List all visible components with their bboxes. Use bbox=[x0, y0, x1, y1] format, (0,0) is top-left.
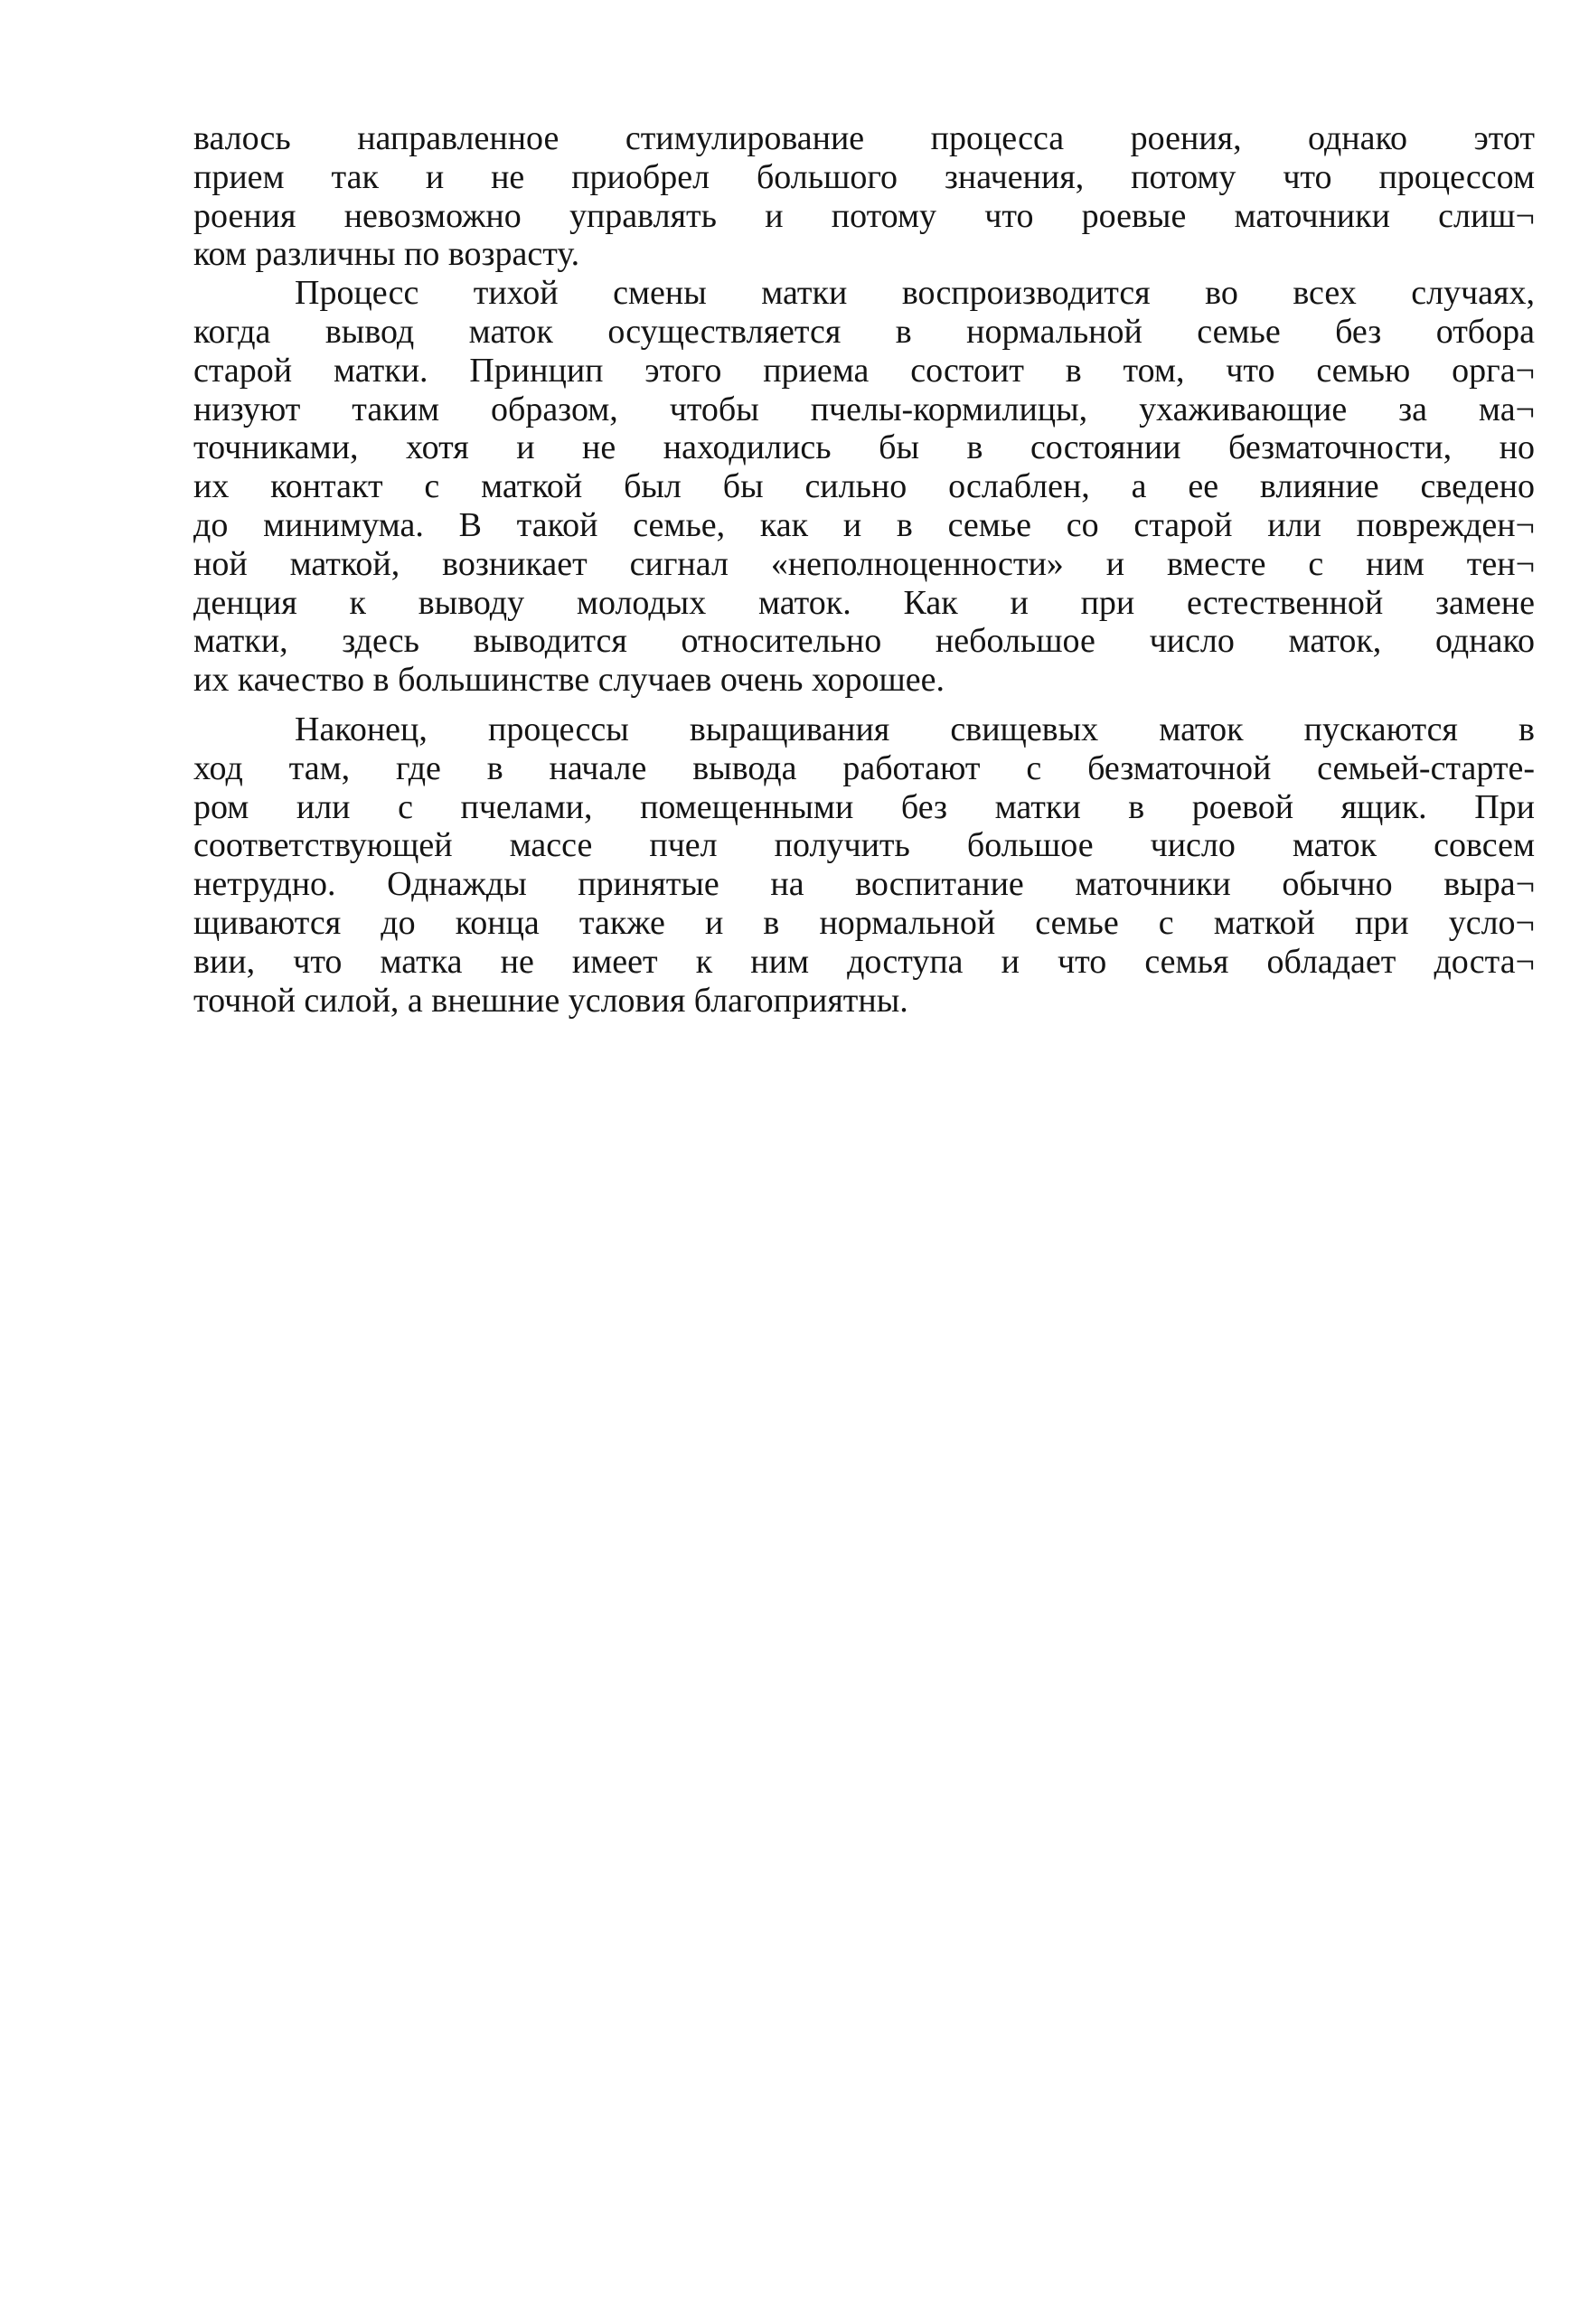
text-line: ход там, где в начале вывода работают с безматочной семьей-старте- bbox=[193, 748, 1535, 787]
text-line: низуют таким образом, чтобы пчелы-кормилицы, ухаживающие за ма¬ bbox=[193, 390, 1535, 428]
text-line: Наконец, процессы выращивания свищевых маток пускаются в bbox=[295, 710, 1535, 748]
text-line: ром или с пчелами, помещенными без матки в роевой ящик. При bbox=[193, 787, 1535, 826]
text-line: до минимума. В такой семье, как и в семье со старой или поврежден¬ bbox=[193, 505, 1535, 544]
text-line: когда вывод маток осуществляется в нормальной семье без отбора bbox=[193, 312, 1535, 351]
paragraph-1 bbox=[193, 119, 1535, 274]
text-line: точниками, хотя и не находились бы в состоянии безматочности, но bbox=[193, 428, 1535, 467]
text-line: вии, что матка не имеет к ним доступа и что семья обладает доста¬ bbox=[193, 942, 1535, 981]
text-line: прием так и не приобрел большого значения, потому что процессом bbox=[193, 157, 1535, 196]
text-line: роения невозможно управлять и потому что роевые маточники слиш¬ bbox=[193, 196, 1535, 235]
text-line: ком различны по возрасту. bbox=[193, 235, 580, 274]
text-line: матки, здесь выводится относительно небольшое число маток, однако bbox=[193, 622, 1535, 661]
paragraph-2 bbox=[193, 274, 1535, 700]
text-line: их качество в большинстве случаев очень хорошее. bbox=[193, 661, 945, 700]
text-line: точной силой, а внешние условия благоприятны. bbox=[193, 981, 908, 1020]
body-text bbox=[193, 119, 1535, 1020]
paragraph-3 bbox=[193, 710, 1535, 1020]
text-line: старой матки. Принцип этого приема состоит в том, что семью орга¬ bbox=[193, 351, 1535, 390]
text-line: Процесс тихой смены матки воспроизводится во всех случаях, bbox=[295, 274, 1535, 313]
text-line: соответствующей массе пчел получить большое число маток совсем bbox=[193, 826, 1535, 865]
text-line: валось направленное стимулирование процесса роения, однако этот bbox=[193, 119, 1535, 157]
text-line: щиваются до конца также и в нормальной семье с маткой при усло¬ bbox=[193, 903, 1535, 942]
text-line: нетрудно. Однажды принятые на воспитание маточники обычно выра¬ bbox=[193, 865, 1535, 904]
text-line: их контакт с маткой был бы сильно ослаблен, а ее влияние сведено bbox=[193, 467, 1535, 506]
text-line: ной маткой, возникает сигнал «неполноценности» и вместе с ним тен¬ bbox=[193, 544, 1535, 583]
text-line: денция к выводу молодых маток. Как и при естественной замене bbox=[193, 583, 1535, 622]
